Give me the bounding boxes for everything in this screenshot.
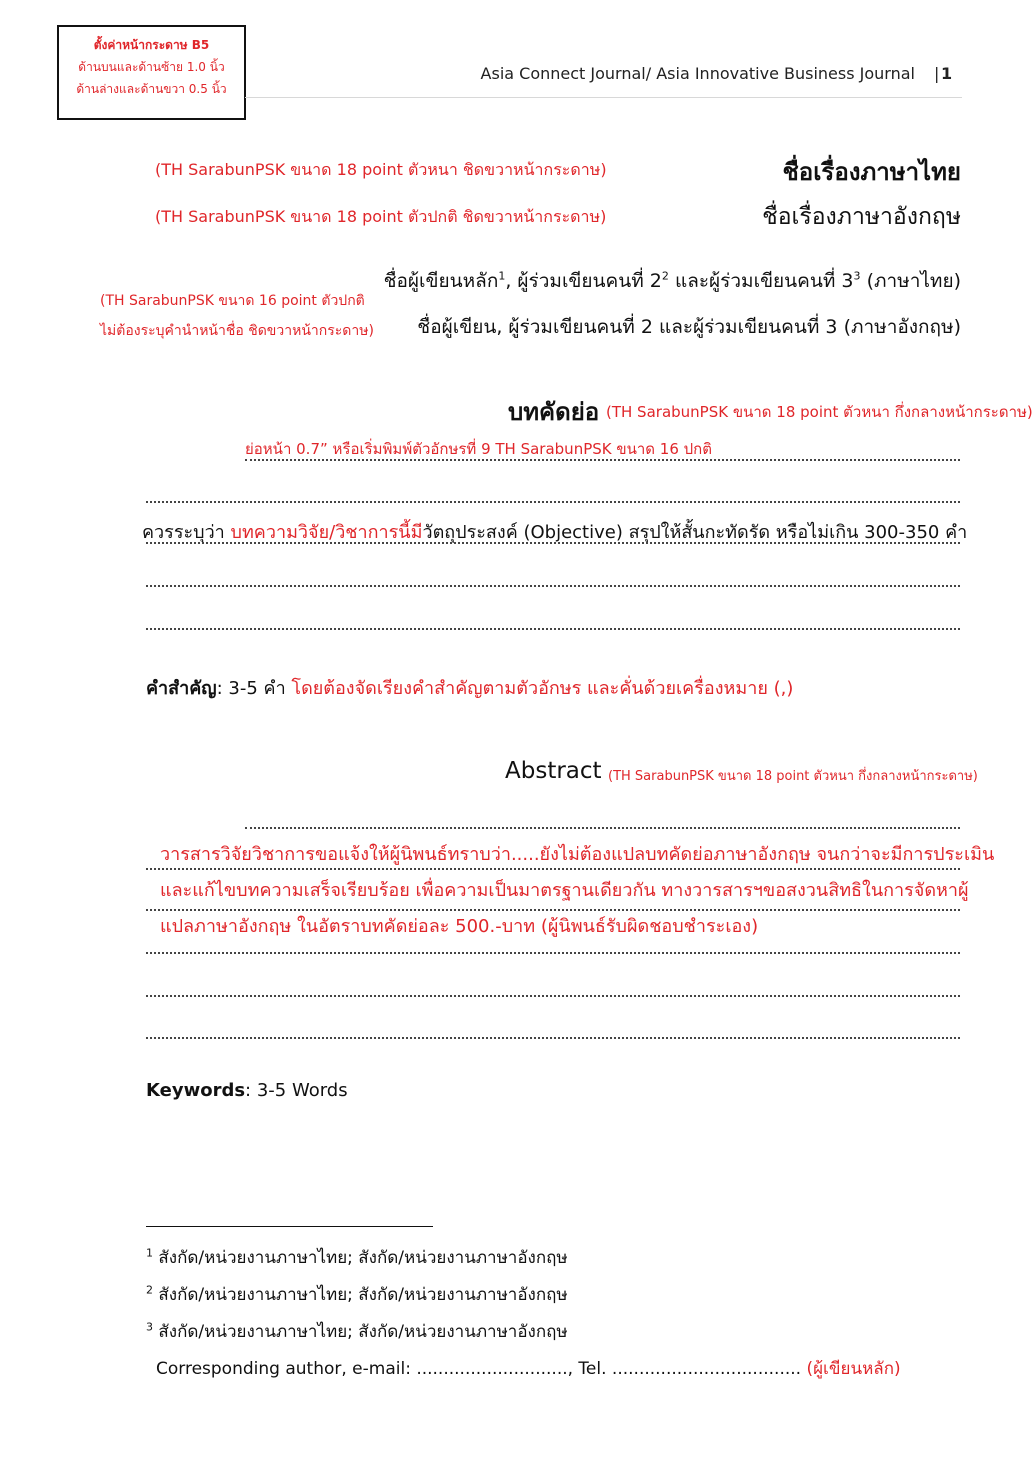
authors-language-thai: (ภาษาไทย) — [860, 270, 961, 292]
page-number: 1 — [941, 64, 953, 83]
dotted-line — [146, 1037, 960, 1039]
page-setup-line-top-left: ด้านบนและด้านซ้าย 1.0 นิ้ว — [78, 60, 225, 74]
footnote-3-text: สังกัด/หน่วยงานภาษาไทย; สังกัด/หน่วยงานภาษาอังกฤษ — [153, 1322, 568, 1342]
author-format-note-line2: ไม่ต้องระบุคำนำหน้าชื่อ ชิดขวาหน้ากระดาษ) — [100, 323, 374, 339]
keywords-english-count: : 3-5 Words — [245, 1080, 348, 1101]
english-title: ชื่อเรื่องภาษาอังกฤษ — [762, 204, 961, 230]
dotted-line — [146, 585, 960, 587]
header-rule — [245, 97, 962, 98]
dotted-line — [245, 827, 960, 829]
journal-header-title: Asia Connect Journal/ Asia Innovative Business Journal — [480, 64, 915, 83]
corresponding-author — [156, 1355, 901, 1382]
footnote-2 — [146, 1281, 568, 1308]
dotted-line — [146, 542, 960, 544]
instruction-objective: วัตถุประสงค์ (Objective) สรุปให้สั้นกะทัดรัด หรือไม่เกิน 300-350 คำ — [422, 522, 968, 543]
dotted-line — [146, 952, 960, 954]
corresponding-author-text: Corresponding author, e-mail: ............................, Tel. ................................... — [156, 1359, 802, 1379]
indent-format-note: ย่อหน้า 0.7” หรือเริ่มพิมพ์ตัวอักษรที่ 9 TH SarabunPSK ขนาด 16 ปกติ — [245, 440, 713, 458]
keywords-thai-instruction: โดยต้องจัดเรียงคำสำคัญตามตัวอักษร และคั่นด้วยเครื่องหมาย (,) — [291, 678, 794, 699]
author-format-note-line1: (TH SarabunPSK ขนาด 16 point ตัวปกติ — [100, 293, 365, 309]
translation-notice-line1: วารสารวิจัยวิชาการขอแจ้งให้ผู้นิพนธ์ทราบว่า.....ยังไม่ต้องแปลบทคัดย่อภาษาอังกฤษ จนกว่าจะมีการประเมิน — [160, 844, 995, 865]
author-sup-3: 3 — [853, 269, 861, 283]
author-sup-2: 2 — [661, 269, 669, 283]
dotted-line — [146, 501, 960, 503]
footnote-1 — [146, 1244, 568, 1271]
authors-thai — [384, 266, 961, 296]
author-sup-1: 1 — [498, 269, 506, 283]
footnote-3 — [146, 1318, 568, 1345]
footnote-separator — [146, 1226, 433, 1227]
translation-notice-line2: และแก้ไขบทความเสร็จเรียบร้อย เพื่อความเป็นมาตรฐานเดียวกัน ทางวารสารฯขอสงวนสิทธิในการจัดหาผู้ — [160, 880, 969, 901]
keywords-thai — [146, 673, 793, 702]
footnote-1-text: สังกัด/หน่วยงานภาษาไทย; สังกัด/หน่วยงานภาษาอังกฤษ — [153, 1248, 568, 1268]
instruction-prefix: ควรระบุว่า — [142, 522, 231, 543]
keywords-thai-count: : 3-5 คำ — [216, 678, 292, 699]
translation-notice-line3: แปลภาษาอังกฤษ ในอัตราบทคัดย่อละ 500.-บาท (ผู้นิพนธ์รับผิดชอบชำระเอง) — [160, 916, 759, 937]
thai-title: ชื่อเรื่องภาษาไทย — [782, 158, 961, 186]
page-setup-note-box — [57, 25, 246, 120]
dotted-line — [146, 868, 960, 870]
dotted-line — [245, 459, 960, 461]
keywords-english — [146, 1080, 348, 1101]
page-setup-line-bottom-right: ด้านล่างและด้านขวา 0.5 นิ้ว — [76, 82, 227, 96]
footnote-2-text: สังกัด/หน่วยงานภาษาไทย; สังกัด/หน่วยงานภาษาอังกฤษ — [153, 1285, 568, 1305]
dotted-line — [146, 995, 960, 997]
footnote-2-number: 2 — [146, 1283, 153, 1297]
footnote-3-number: 3 — [146, 1320, 153, 1334]
thai-title-format-note: (TH SarabunPSK ขนาด 18 point ตัวหนา ชิดขวาหน้ากระดาษ) — [155, 160, 607, 179]
footnote-1-number: 1 — [146, 1246, 153, 1260]
abstract-english-heading-note: (TH SarabunPSK ขนาด 18 point ตัวหนา กึ่งกลางหน้ากระดาษ) — [608, 769, 978, 784]
keywords-english-label: Keywords — [146, 1080, 246, 1101]
abstract-thai-heading: บทคัดย่อ — [508, 398, 600, 426]
keywords-thai-label: คำสำคัญ — [146, 678, 217, 699]
coauthor-3-label: และผู้ร่วมเขียนคนที่ 3 — [668, 270, 854, 292]
dotted-line — [146, 628, 960, 630]
header-separator: | — [934, 64, 940, 83]
author-main-label: ชื่อผู้เขียนหลัก — [383, 270, 499, 292]
corresponding-author-note: (ผู้เขียนหลัก) — [801, 1359, 901, 1379]
authors-english: ชื่อผู้เขียน, ผู้ร่วมเขียนคนที่ 2 และผู้ร่วมเขียนคนที่ 3 (ภาษาอังกฤษ) — [417, 316, 961, 338]
abstract-english-heading: Abstract — [505, 758, 602, 784]
instruction-article-type: บทความวิจัย/วิชาการนี้มี — [230, 522, 423, 543]
coauthor-2-label: , ผู้ร่วมเขียนคนที่ 2 — [505, 270, 662, 292]
english-title-format-note: (TH SarabunPSK ขนาด 18 point ตัวปกติ ชิดขวาหน้ากระดาษ) — [155, 207, 607, 226]
abstract-thai-heading-note: (TH SarabunPSK ขนาด 18 point ตัวหนา กึ่งกลางหน้ากระดาษ) — [606, 403, 1033, 421]
page-setup-title: ตั้งค่าหน้ากระดาษ B5 — [93, 38, 210, 52]
